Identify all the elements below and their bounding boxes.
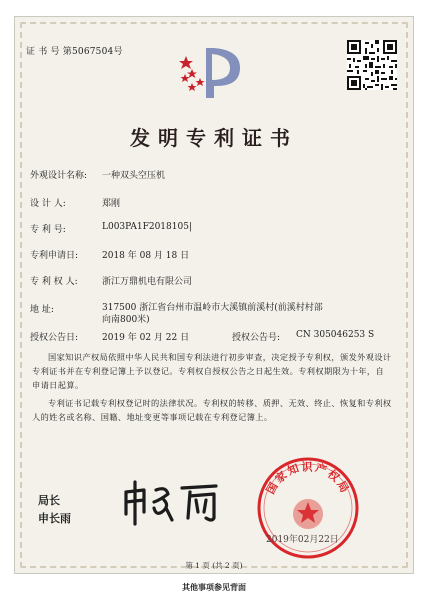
seal-text: 国家知识产权局 [263, 460, 353, 497]
svg-text:国家知识产权局 [263, 459, 352, 496]
patent-number-value: L003PA1F2018105| [102, 222, 192, 232]
filing-date-label: 专利申请日: [30, 251, 79, 261]
design-name-row [30, 168, 165, 181]
cnipa-logo-icon [178, 42, 246, 104]
footer-note: 其他事项参见背面 [182, 582, 246, 592]
grant-row [30, 330, 390, 343]
patent-number-label: 专 利 号: [30, 225, 66, 235]
qr-code-icon [347, 40, 397, 90]
director-name: 申长雨 [38, 512, 71, 525]
grant-number-label: 授权公告号: [232, 333, 281, 343]
address-value: 317500 浙江省台州市温岭市大溪镇前溪村(前溪村村部向南800米) [102, 303, 323, 325]
designer-row [30, 196, 120, 209]
handwritten-signature-icon [120, 478, 230, 526]
filing-date-value: 2018 年 08 月 18 日 [102, 251, 190, 261]
paragraph-legal-status: 专利证书记载专利权登记时的法律状况。专利权的转移、质押、无效、终止、恢复和专利权人的姓名或名称、国籍、地址变更等事项记载在专利登记簿上。 [32, 398, 392, 422]
grant-date-value: 2019 年 02 月 22 日 [102, 333, 190, 343]
design-name-value: 一种双头空压机 [102, 171, 166, 181]
paragraph-grant-notice: 国家知识产权局依照中华人民共和国专利法进行初步审查，决定授予专利权，颁发外观设计专利证书并在专利登记簿上予以登记。专利权自授权公告之日起生效。专利权期限为十年，自申请日起算。 [32, 352, 392, 390]
director-title: 局长 [38, 494, 60, 507]
patent-number-row [30, 222, 192, 235]
patentee-label: 专 利 权 人: [30, 277, 78, 287]
seal-date: 2019年02月22日 [266, 535, 339, 545]
address-row [30, 302, 102, 315]
grant-date-label: 授权公告日: [30, 333, 79, 343]
page-number: 第 1 页 (共 2 页) [185, 561, 243, 570]
certificate-number: 证 书 号 第5067504号 [26, 47, 123, 57]
grant-number-value: CN 305046253 S [296, 330, 375, 340]
design-name-label: 外观设计名称: [30, 171, 88, 181]
certificate-title: 发明专利证书 [130, 126, 298, 150]
designer-label: 设 计 人: [30, 199, 66, 209]
designer-value: 郑刚 [102, 199, 121, 209]
patentee-value: 浙江万鼎机电有限公司 [102, 277, 193, 287]
address-label: 地 址: [30, 305, 54, 315]
filing-date-row [30, 248, 189, 261]
patentee-row [30, 274, 192, 287]
